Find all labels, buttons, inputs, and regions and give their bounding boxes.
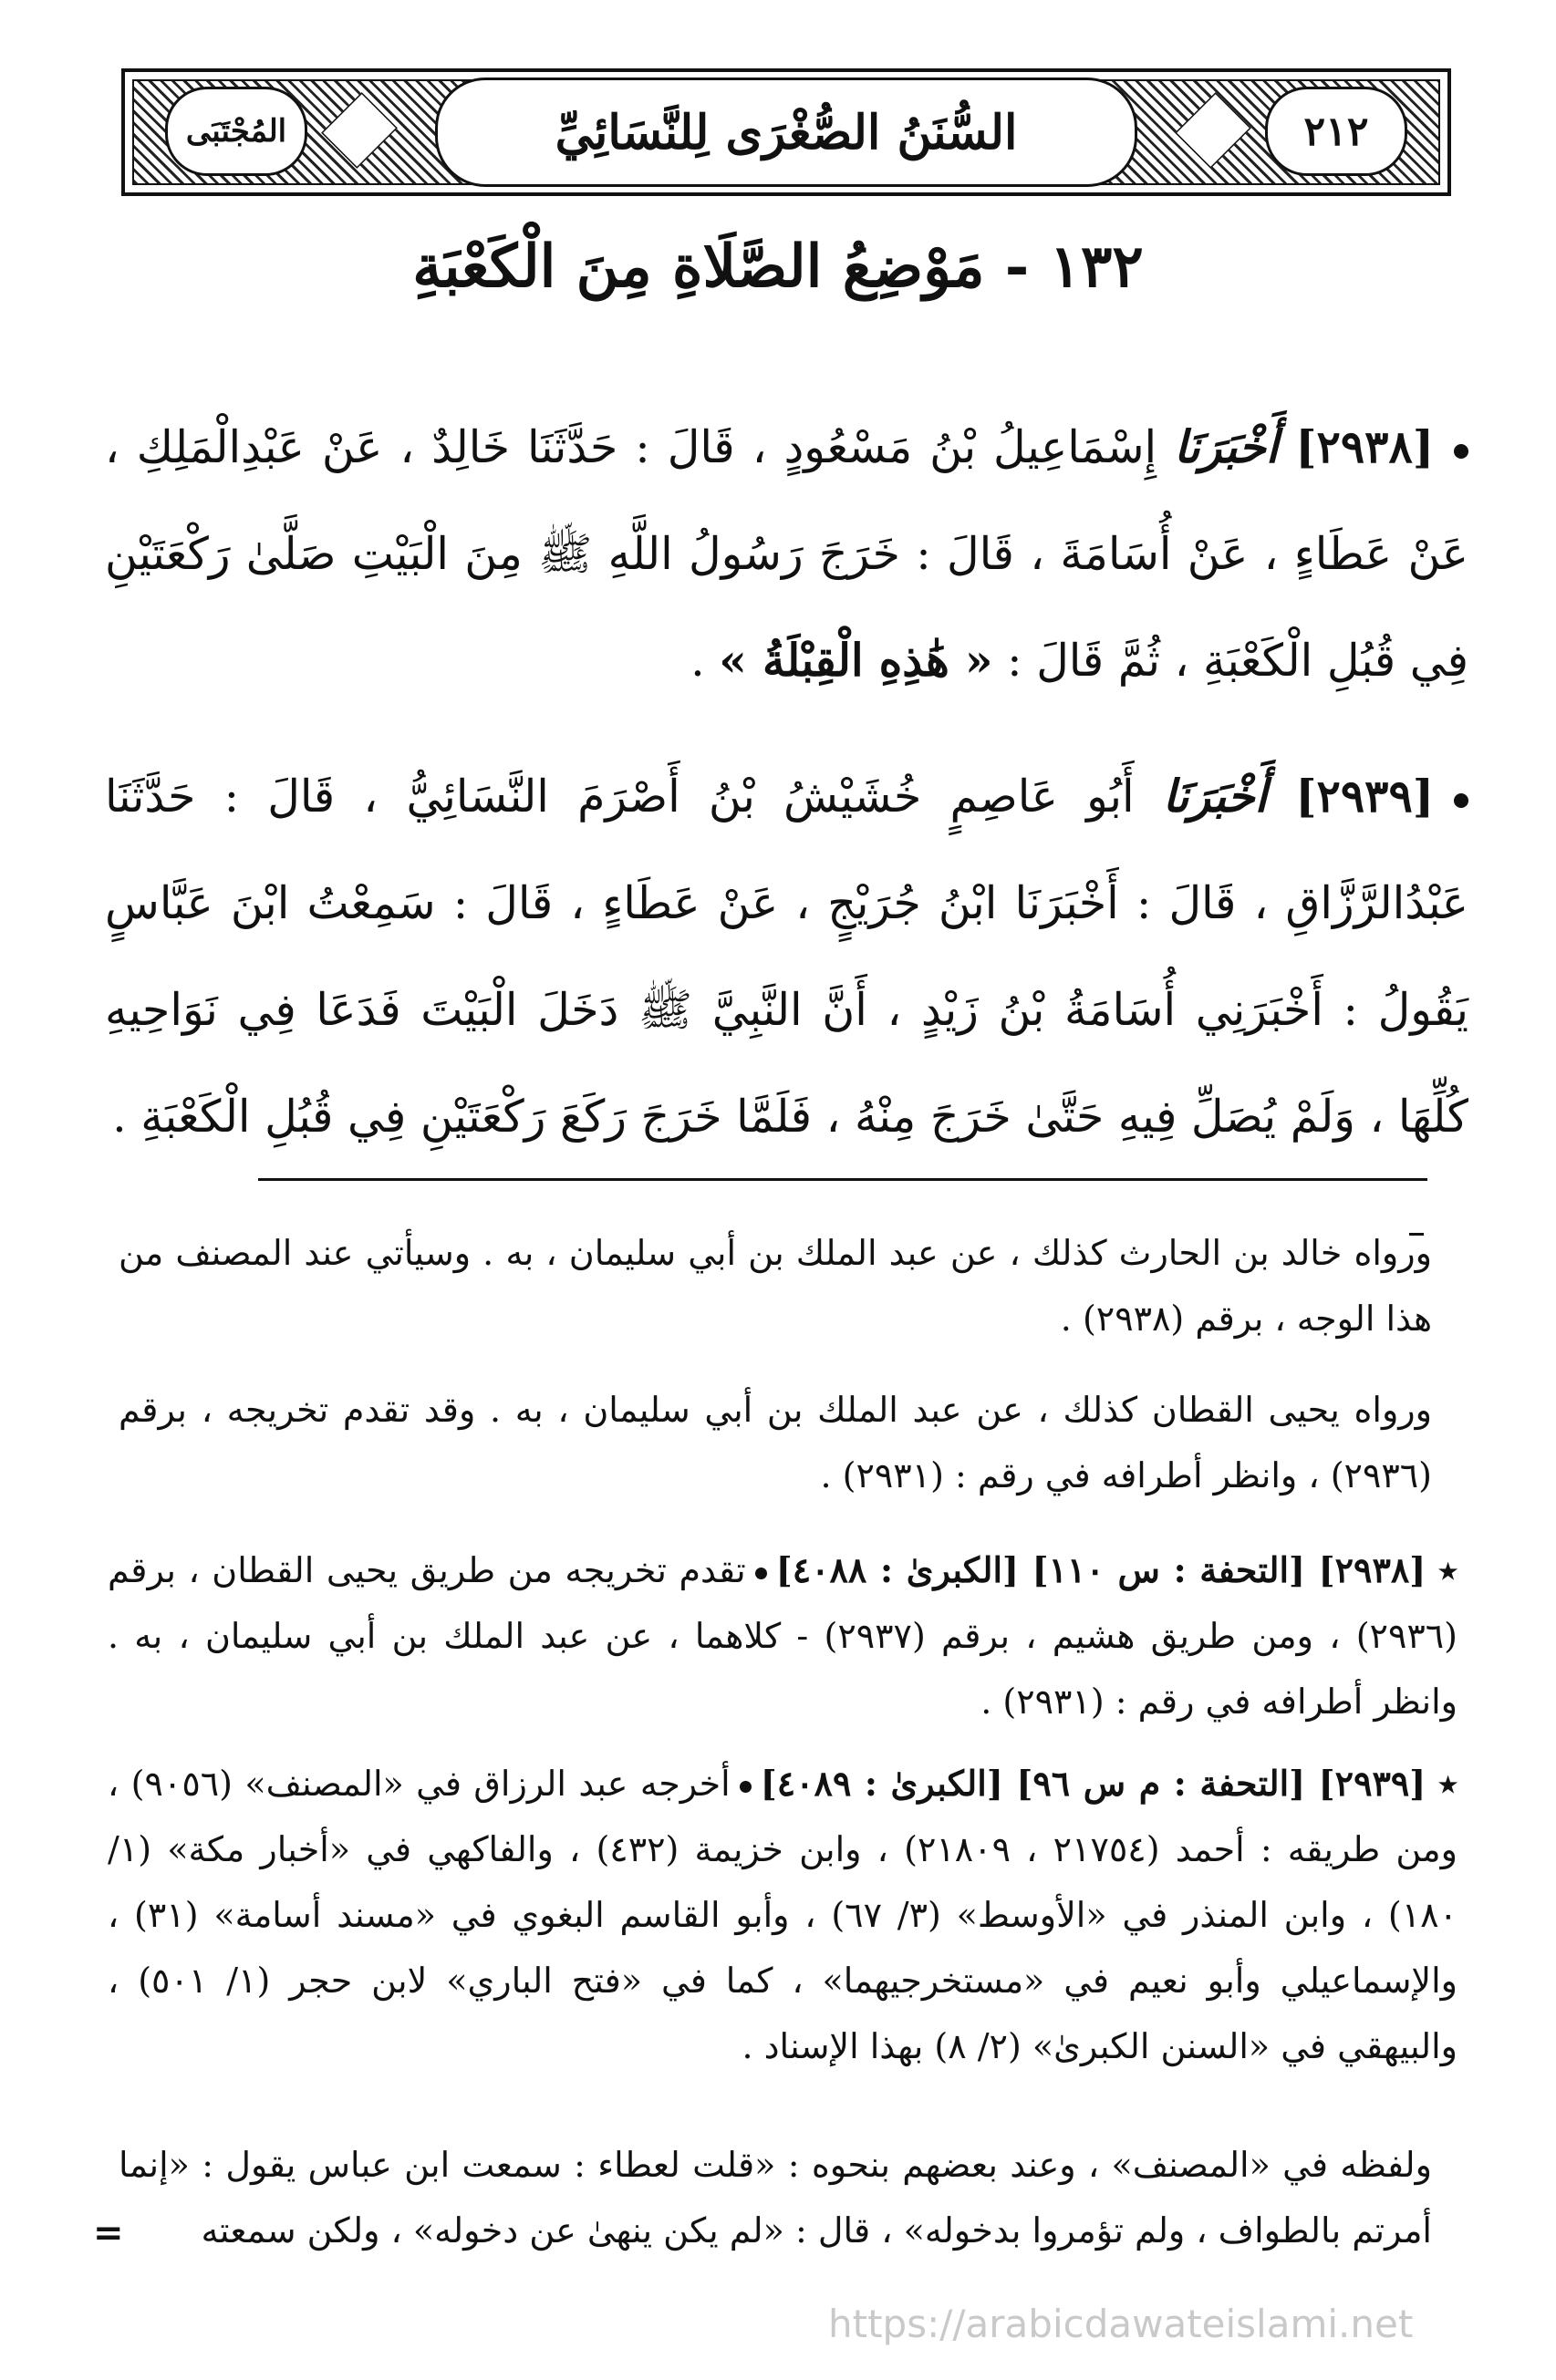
bullet-icon — [755, 1568, 767, 1579]
hadith-text: إِسْمَاعِيلُ بْنُ مَسْعُودٍ ، قَالَ : حَدَّثَنَا خَالِدٌ ، عَنْ عَبْدِالْمَلِكِ ، عَنْ عَطَاءٍ ، عَنْ أُسَامَةَ ، قَالَ : خَرَجَ رَسُولُ اللَّهِ ﷺ مِنَ الْبَيْتِ صَلَّىٰ رَكْعَتَيْنِ فِي قُبُلِ الْكَعْبَةِ ، ثُمَّ قَالَ : — [105, 421, 1468, 687]
footnote-refs: [٢٩٣٨] [التحفة : س ١١٠] [الكبرىٰ : ٤٠٨٨] — [775, 1549, 1426, 1590]
footnote-takhrij — [108, 1537, 1457, 1734]
header-title-cartouche — [435, 78, 1137, 187]
hadith-number: [٢٩٣٨] — [1295, 420, 1435, 473]
hadith-quote: « هَٰذِهِ الْقِبْلَةُ » — [719, 634, 993, 687]
footnote-paragraph: ورواه يحيى القطان كذلك ، عن عبد الملك بن أبي سليمان ، به . وقد تقدم تخريجه ، برقم (٢٩٣٦) ، وانظر أطرافه في رقم : (٢٩٣١) . — [119, 1390, 1432, 1495]
hadith-lead: أَخْبَرَنَا — [1174, 420, 1279, 473]
hadith-entry — [105, 743, 1468, 1170]
hadith-text: أَبُو عَاصِمٍ خُشَيْشُ بْنُ أَصْرَمَ النَّسَائِيُّ ، قَالَ : حَدَّثَنَا عَبْدُالرَّزَّاقِ ، قَالَ : أَخْبَرَنَا ابْنُ جُرَيْجٍ ، عَنْ عَطَاءٍ ، قَالَ : سَمِعْتُ ابْنَ عَبَّاسٍ يَقُولُ : أَخْبَرَنِي أُسَامَةُ بْنُ زَيْدٍ ، أَنَّ النَّبِيَّ ﷺ دَخَلَ الْبَيْتَ فَدَعَا فِي نَوَاحِيهِ كُلِّهَا ، وَلَمْ يُصَلِّ فِيهِ حَتَّىٰ خَرَجَ مِنْهُ ، فَلَمَّا خَرَجَ رَكَعَ رَكْعَتَيْنِ فِي قُبُلِ الْكَعْبَةِ . — [105, 771, 1468, 1143]
footnote-paragraph: ولفظه في «المصنف» ، وعند بعضهم بنحوه : «قلت لعطاء : سمعت ابن عباس يقول : «إنما أمرتم بالطواف ، ولم تؤمروا بدخوله» ، قال : «لم يكن ينهىٰ عن دخوله» ، ولكن سمعته — [119, 2145, 1432, 2251]
footnote-text: أخرجه عبد الرزاق في «المصنف» (٩٠٥٦) ، ومن طريقه : أحمد (٢١٧٥٤ ، ٢١٨٠٩) ، وابن خزيمة (٤٣٢) ، والفاكهي في «أخبار مكة» (١/ ١٨٠) ، وابن المنذر في «الأوسط» (٣/ ٦٧) ، وأبو القاسم البغوي في «مسند أسامة» (٣١) ، والإسماعيلي وأبو نعيم في «مستخرجيهما» ، كما في «فتح الباري» لابن حجر (١/ ٥٠١) ، والبيهقي في «السنن الكبرىٰ» (٢/ ٨) بهذا الإسناد . — [108, 1764, 1458, 2066]
chapter-number: ١٣٢ — [1049, 233, 1144, 301]
footnote-takhrij — [108, 1751, 1457, 2079]
hadith-entry — [105, 394, 1468, 714]
footnote-paragraph: ورواه خالد بن الحارث كذلك ، عن عبد الملك بن أبي سليمان ، به . وسيأتي عند المصنف من هذا الوجه ، برقم (٢٩٣٨) . — [119, 1233, 1432, 1339]
watermark-url: https://arabicdawateislami.net — [828, 2302, 1414, 2346]
footnote-text: تقدم تخريجه من طريق يحيى القطان ، برقم (٢٩٣٦) ، ومن طريق هشيم ، برقم (٢٩٣٧) - كلاهما ، عن عبد الملك بن أبي سليمان ، به . وانظر أطرافه في رقم : (٢٩٣١) . — [108, 1550, 1457, 1722]
continuation-mark: = — [93, 2211, 124, 2254]
hadith-end: . — [690, 635, 705, 687]
hadith-number: [٢٩٣٩] — [1295, 770, 1434, 823]
footnote-refs: [٢٩٣٩] [التحفة : م س ٩٦] [الكبرىٰ : ٤٠٨٩] — [760, 1763, 1426, 1804]
page-header-frame — [121, 68, 1451, 196]
page-number: ٢١٢ — [1265, 87, 1407, 176]
bullet-icon — [1454, 444, 1468, 459]
chapter-title: مَوْضِعُ الصَّلَاةِ مِنَ الْكَعْبَةِ — [412, 233, 985, 301]
star-icon: ٭ — [1438, 1549, 1457, 1590]
footnote-separator — [258, 1178, 1427, 1181]
book-title: السُّنَنُ الصُّغْرَى لِلنَّسَائِيِّ — [555, 104, 1018, 160]
star-icon: ٭ — [1438, 1763, 1457, 1804]
bullet-icon — [1454, 793, 1468, 808]
hadith-lead: أَخْبَرَنَا — [1162, 770, 1268, 823]
chapter-heading — [91, 233, 1465, 301]
collection-name: المُجْتَبَى — [165, 87, 307, 176]
chapter-dash: - — [984, 233, 1030, 301]
bullet-icon — [740, 1781, 752, 1793]
